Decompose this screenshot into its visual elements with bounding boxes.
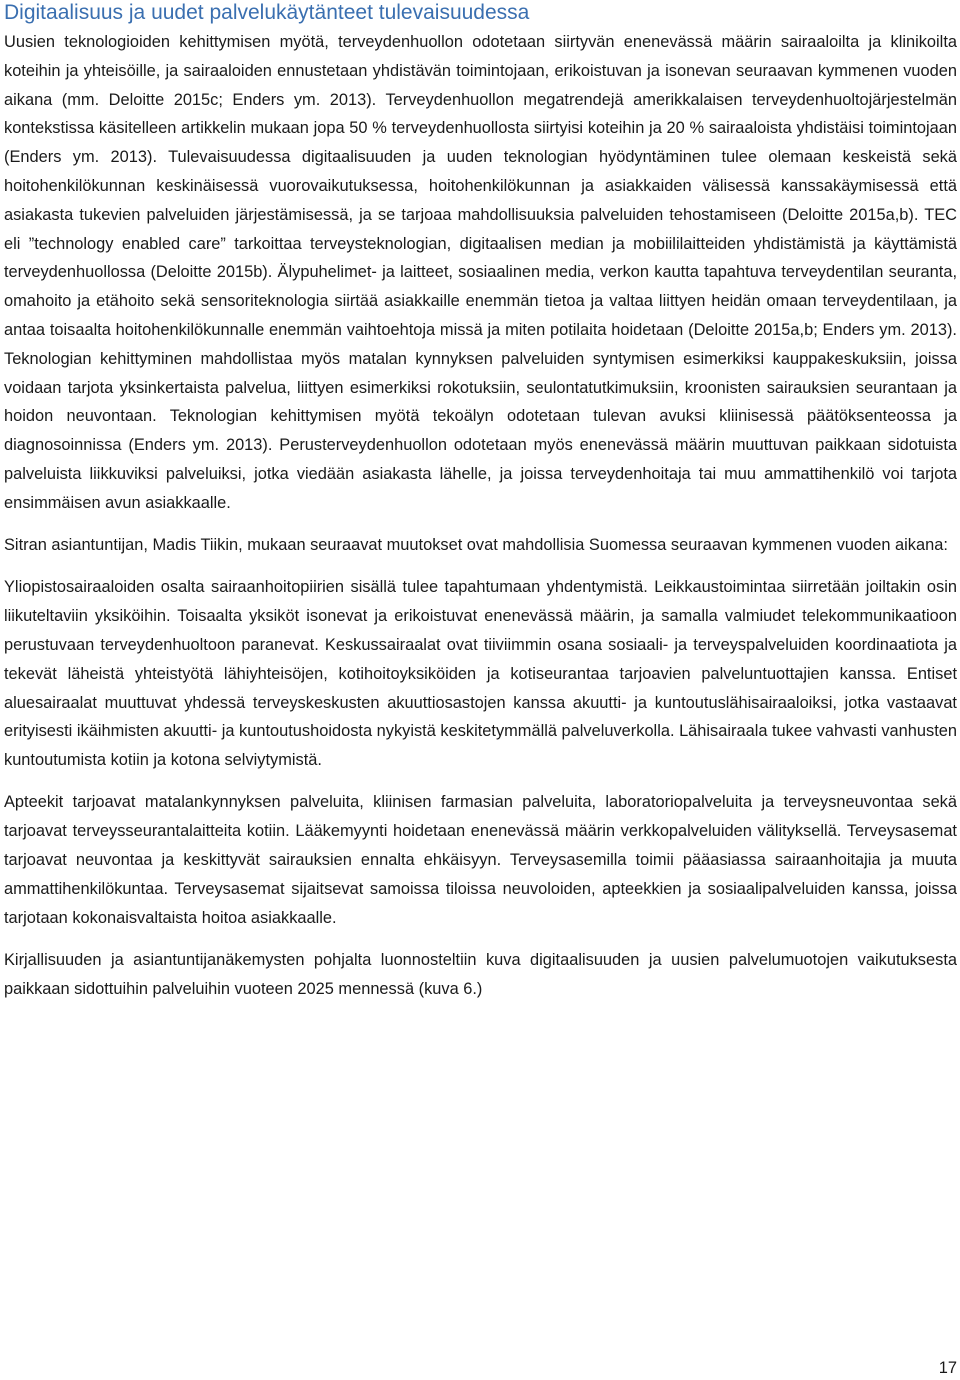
paragraph-4: Apteekit tarjoavat matalankynnyksen palveluita, kliinisen farmasian palveluita, laboratoriopalveluita ja terveysneuvontaa sekä tarjoavat terveysseurantalaitteita kotiin. Lääkemyynti hoidetaan enenevässä määrin verkkopalveluiden välityksellä. Terveysasemat tarjoavat neuvontaa ja keskittyvät sairauksien ennalta ehkäisyyn. Terveysasemilla toimii pääasiassa sairaanhoitajia ja muuta ammattihenkilökuntaa. Terveysasemat sijaitsevat samoissa tiloissa neuvoloiden, apteekkien ja sosiaalipalveluiden kanssa, joissa tarjotaan kokonaisvaltaista hoitoa asiakkaalle. xyxy=(4,793,957,927)
paragraph-3: Yliopistosairaaloiden osalta sairaanhoitopiirien sisällä tulee tapahtumaan yhdentymistä. Leikkaustoimintaa siirretään joiltakin osin liikuteltaviin yksiköihin. Toisaalta yksiköt isonevat ja erikoistuvat enenevässä määrin, ja samalla valmiudet telekommunikaatioon perustuvaan terveydenhuoltoon paranevat. Keskussairaalat ovat tiiviimmin osana sosiaali- ja terveyspalveluiden koordinaatiota ja tekevät läheistä yhteistyötä lähiyhteisöjen, kotihoitoyksiköiden ja kotiseurantaa tarjoavien palveluntuottajien kanssa. Entiset aluesairaalat muuttuvat yhdessä terveyskeskusten akuuttiosastojen kanssa akuutti- ja kuntoutuslähisairaaloiksi, jotka vastaavat erityisesti ikäihmisten akuutti- ja kuntoutushoidosta nykyistä keskitetymmällä palveluverkolla. Lähisairaala tukee vahvasti vanhusten kuntoutumista kotiin ja kotona selviytymistä. xyxy=(4,578,957,770)
document-page xyxy=(4,0,957,1004)
section-heading: Digitaalisuus ja uudet palvelukäytänteet tulevaisuudessa xyxy=(4,1,530,24)
page-number: 17 xyxy=(938,1359,957,1377)
paragraph-5: Kirjallisuuden ja asiantuntijanäkemysten pohjalta luonnosteltiin kuva digitaalisuuden ja uusien palvelumuotojen vaikutuksesta paikkaan sidottuihin palveluihin vuoteen 2025 mennessä (kuva 6.) xyxy=(4,950,957,998)
paragraph-2: Sitran asiantuntijan, Madis Tiikin, mukaan seuraavat muutokset ovat mahdollisia Suomessa seuraavan kymmenen vuoden aikana: xyxy=(4,536,948,555)
paragraph-1: Uusien teknologioiden kehittymisen myötä, terveydenhuollon odotetaan siirtyvän enenevässä määrin sairaaloilta ja klinikoilta koteihin ja yhteisöille, ja sairaaloiden ennustetaan yhdistävän toimintojaan, erikoistuvan ja isonevan seuraavan kymmenen vuoden aikana (mm. Deloitte 2015c; Enders ym. 2013). Terveydenhuollon megatrendejä amerikkalaisen terveydenhuoltojärjestelmän kontekstissa käsitelleen artikkelin mukaan jopa 50 % terveydenhuollosta siirtyisi koteihin ja 20 % sairaaloista yhdistäisi toimintojaan (Enders ym. 2013). Tulevaisuudessa digitaalisuuden ja uuden teknologian hyödyntäminen tulee olemaan keskeistä sekä hoitohenkilökunnan keskinäisessä vuorovaikutuksessa, hoitohenkilökunnan ja asiakkaiden välisessä kanssakäymisessä että asiakasta tukevien palveluiden järjestämisessä, ja se tarjoaa mahdollisuuksia palveluiden tehostamiseen (Deloitte 2015a,b). TEC eli ”technology enabled care” tarkoittaa terveysteknologian, digitaalisen median ja mobiililaitteiden yhdistämistä ja käyttämistä terveydenhuollossa (Deloitte 2015b). Älypuhelimet- ja laitteet, sosiaalinen media, verkon kautta tapahtuva terveydentilan seuranta, omahoito ja etähoito sekä sensoriteknologia siirtää asiakkaille enemmän tietoa ja valtaa liittyen heidän omaan terveydentilaan, ja antaa toisaalta hoitohenkilökunnalle enemmän vaihtoehtoja missä ja miten potilaita hoidetaan (Deloitte 2015a,b; Enders ym. 2013). Teknologian kehittyminen mahdollistaa myös matalan kynnyksen palveluiden syntymisen esimerkiksi kauppakeskuksiin, joissa voidaan tarjota yksinkertaista palvelua, liittyen esimerkiksi rokotuksiin, seulontatutkimuksiin, kroonisten sairauksien seurantaan ja hoidon neuvontaan. Teknologian kehittymisen myötä tekoälyn odotetaan tulevan avuksi kliinisessä päätöksenteossa ja diagnosoinnissa (Enders ym. 2013). Perusterveydenhuollon odotetaan myös enenevässä määrin muuttuvan paikkaan sidotuista palveluista liikkuviksi palveluiksi, jotka viedään asiakasta lähelle, ja joissa terveydenhoitaja tai muu ammattihenkilö voi tarjota ensimmäisen avun asiakkaalle. xyxy=(4,33,957,512)
